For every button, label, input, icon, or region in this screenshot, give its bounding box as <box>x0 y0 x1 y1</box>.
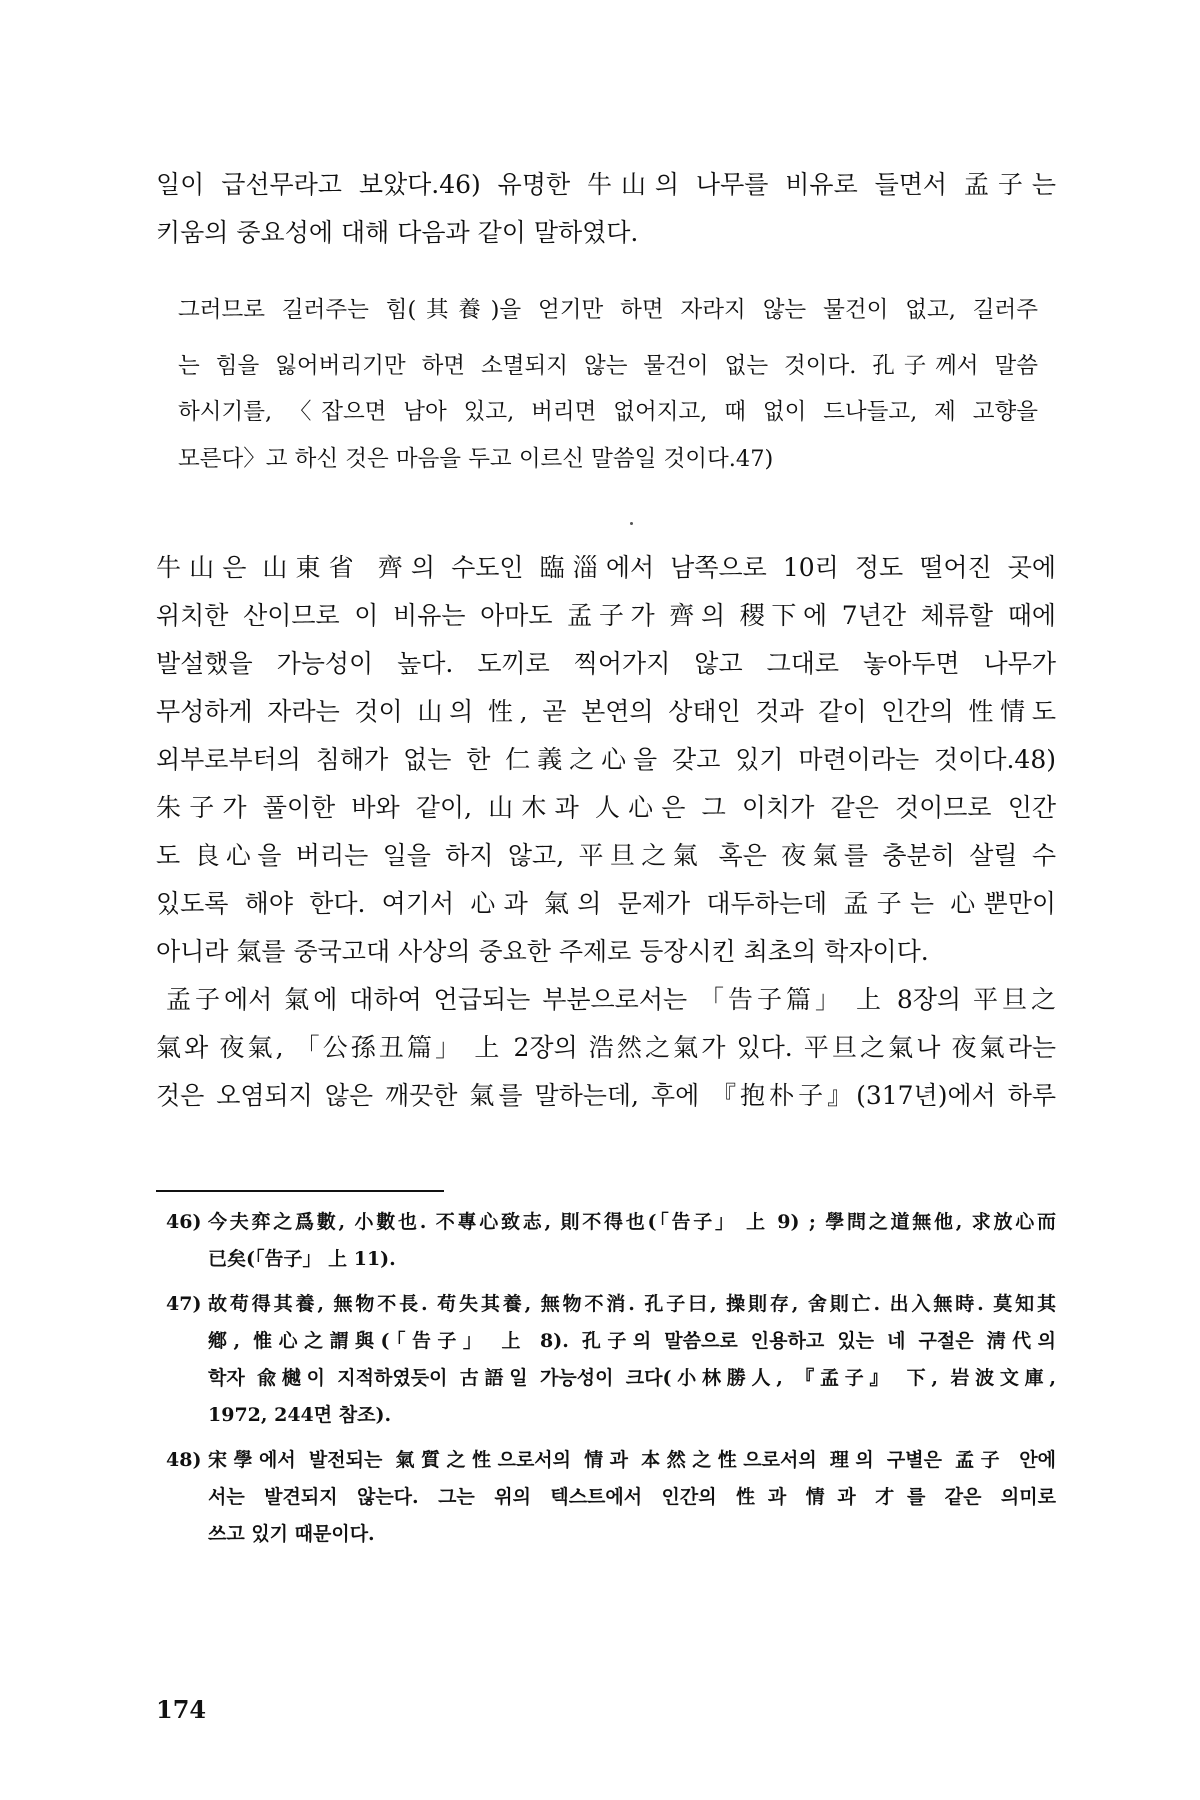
text-line: 孟子에서 氣에 대하여 언급되는 부분으로서는 「告子篇」 上 8장의 平旦之 <box>166 985 1056 1014</box>
footnote-line: 1972, 244면 참조). <box>208 1404 392 1426</box>
text-line: 일이 급선무라고 보았다.46) 유명한 牛山의 나무를 비유로 들면서 孟子는 <box>156 170 1056 199</box>
text-line: 무성하게 자라는 것이 山의 性, 곧 본연의 상태인 것과 같이 인간의 性情도 <box>156 697 1056 726</box>
quote-line: 는 힘을 잃어버리기만 하면 소멸되지 않는 물건이 없는 것이다. 孔子께서 말씀 <box>178 353 1038 379</box>
text-line: 朱子가 풀이한 바와 같이, 山木과 人心은 그 이치가 같은 것이므로 인간 <box>156 793 1056 822</box>
footnote-line: 학자 兪樾이 지적하였듯이 古語일 가능성이 크다(小林勝人, 『孟子』 下, 岩波文庫, <box>208 1367 1056 1389</box>
stray-mark <box>630 522 633 525</box>
text-line: 위치한 산이므로 이 비유는 아마도 孟子가 齊의 稷下에 7년간 체류할 때에 <box>156 601 1056 630</box>
footnote-number: 47) <box>166 1293 202 1315</box>
footnote-number: 46) <box>166 1211 202 1233</box>
quote-line: 하시기를, 〈잡으면 남아 있고, 버리면 없어지고, 때 없이 드나들고, 제 고향을 <box>178 399 1038 425</box>
text-line: 牛山은 山東省 齊의 수도인 臨淄에서 남쪽으로 10리 정도 떨어진 곳에 <box>156 553 1056 582</box>
footnote-line: 서는 발견되지 않는다. 그는 위의 텍스트에서 인간의 性과 情과 才를 같은 의미로 <box>208 1486 1056 1508</box>
text-line: 氣와 夜氣, 「公孫丑篇」 上 2장의 浩然之氣가 있다. 平旦之氣나 夜氣라는 <box>156 1033 1056 1062</box>
text-line: 것은 오염되지 않은 깨끗한 氣를 말하는데, 후에 『抱朴子』(317년)에서 하루 <box>156 1081 1056 1110</box>
footnote-line: 今夫弈之爲數, 小數也. 不專心致志, 則不得也(「告子」 上 9) ; 學問之道無他, 求放心而 <box>208 1211 1056 1233</box>
text-line: 도 良心을 버리는 일을 하지 않고, 平旦之氣 혹은 夜氣를 충분히 살릴 수 <box>156 841 1056 870</box>
quote-line: 모른다〉고 하신 것은 마음을 두고 이르신 말씀일 것이다.47) <box>178 446 774 472</box>
footnote-line: 故苟得其養, 無物不長. 苟失其養, 無物不消. 孔子曰, 操則存, 舍則亡. 出入無時. 莫知其 <box>208 1293 1056 1315</box>
footnote-separator <box>156 1190 444 1192</box>
footnote-line: 쓰고 있기 때문이다. <box>208 1523 375 1545</box>
text-line: 있도록 해야 한다. 여기서 心과 氣의 문제가 대두하는데 孟子는 心뿐만이 <box>156 889 1056 918</box>
text-line: 아니라 氣를 중국고대 사상의 중요한 주제로 등장시킨 최초의 학자이다. <box>156 937 929 966</box>
quote-line: 그러므로 길러주는 힘(其養)을 얻기만 하면 자라지 않는 물건이 없고, 길러주 <box>178 297 1038 323</box>
text-line: 키움의 중요성에 대해 다음과 같이 말하였다. <box>156 218 639 247</box>
text-line: 외부로부터의 침해가 없는 한 仁義之心을 갖고 있기 마련이라는 것이다.48) <box>156 745 1056 774</box>
footnote-line: 已矣(「告子」 上 11). <box>208 1248 396 1270</box>
text-line: 발설했을 가능성이 높다. 도끼로 찍어가지 않고 그대로 놓아두면 나무가 <box>156 649 1056 678</box>
footnote-line: 宋學에서 발전되는 氣質之性으로서의 情과 本然之性으로서의 理의 구별은 孟子 안에 <box>208 1449 1056 1471</box>
footnote-line: 鄕, 惟心之謂與(「告子」 上 8). 孔子의 말씀으로 인용하고 있는 네 구절은 淸代의 <box>208 1330 1056 1352</box>
footnote-number: 48) <box>166 1449 202 1471</box>
page-number: 174 <box>156 1695 207 1724</box>
